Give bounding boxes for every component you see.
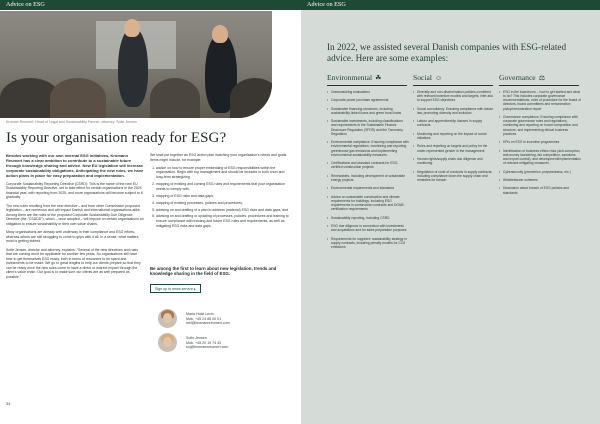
list-item: • Cybersecurity (prevention, preparedness, etc.) — [499, 170, 585, 174]
article-paragraph: Corporate Sustainability Reporting Directive (CSRD): This is the name of the new EU Sustainability Reporting Directive, set to take effect for certain organisations in the 2024 financial year, with reporting from 2025, and more organisations will become subject to it gradually. — [6, 181, 143, 200]
pillar-divider — [327, 85, 407, 86]
list-item: • Identification of business ethics risks (anti-corruption, anti-money laundering, fair competition, sanctions and export control), and development/implementation of relevant mitigating measures — [499, 149, 585, 166]
pillar-environmental — [327, 72, 413, 254]
list-item: • Sustainable investments, including classifications and requirements in the Sustainable Finance Disclosure Regulation (SFDR) and the Taxonomy Regulation — [327, 119, 413, 136]
pillar-title: Environmental — [327, 73, 373, 82]
article-column-b — [150, 153, 290, 231]
list-item: • Environmental requirements and standards — [327, 186, 413, 190]
list-item: • Discussion about breach of ESG policies and standards — [499, 186, 585, 194]
contact-phone: Mob. +45 24 86 00 01 — [186, 316, 222, 321]
conference-photo — [0, 11, 272, 118]
right-header-bar — [301, 0, 600, 10]
signup-button[interactable]: Sign up to news service ▸ — [150, 284, 201, 293]
contact-name: Maria Holst Levin — [186, 312, 214, 316]
list-item: 3. mapping of ESG risks and data gaps, — [156, 194, 290, 199]
list-item: • Diversity and non-discrimination policies combined with relevant incentive models and targets, inter alia to support ESG objectives — [413, 90, 499, 103]
left-header-bar — [0, 0, 301, 10]
leaf-icon: ☘ — [375, 73, 382, 82]
pillar-social — [413, 72, 499, 186]
action-plan-list — [150, 166, 290, 228]
list-item: • Social consultancy. Ensuring compliance with labour law, promoting diversity and inclusion — [413, 107, 499, 115]
list-item: • ESG in the boardroom – how to get started and what to do? This includes corporate governance recommendations, roles of procedure for the board of directors, board committees and remuneration policy/remuneration report — [499, 90, 585, 111]
pillar-list — [413, 90, 499, 182]
list-item: • Environmental compliance. Ensuring compliance with environmental regulations, monitoring and reporting greenhouse gas emissions and implementing environmental sustainability measures — [327, 140, 413, 157]
avatar — [158, 333, 177, 352]
pillar-divider — [499, 85, 579, 86]
list-item: 1. advice on how to ensure proper embedding of ESG responsibilities within the organisation. Begin with top management and should be included in both short and long-term strategizing, — [156, 166, 290, 180]
contact-email[interactable]: soj@kromannreumert.com — [186, 345, 229, 350]
page-headline: Is your organisation ready for ESG? — [6, 130, 227, 146]
right-page — [301, 0, 600, 424]
page-number: 34 — [6, 401, 11, 406]
list-item: • Requirements for suppliers' sustainability strategy in supply contracts, including penalty models for CO2 emissions — [327, 237, 413, 250]
newsletter-cta — [150, 266, 290, 295]
list-item: • Human rights/supply chain due diligence and monitoring — [413, 157, 499, 165]
contact-email[interactable]: mhl@kromannreumert.com — [186, 321, 230, 326]
list-item: 2. mapping of existing and coming ESG rules and requirements that your organisation needs to comply with, — [156, 182, 290, 191]
pillar-governance — [499, 72, 585, 199]
list-item: • Advice on sustainable construction and climate requirements for buildings, including ESG requirements in construction contracts and DGNB certification requirements — [327, 195, 413, 212]
list-item: • Rules and reporting on targets and policy for the under-represented gender in the management — [413, 144, 499, 152]
list-item: • Corporate power purchase agreements — [327, 98, 413, 102]
list-item: • Governance compliance. Ensuring compliance with corporate governance rules and regulations, monitoring and reporting on board composition and structure, and implementing ethical business practices — [499, 115, 585, 136]
article-paragraph: Sofie Jensen, director and attorney, explains: "Several of the new directives and rules that are coming won't be applicable for another few years. So organisations still have time to get themselves ESG ready, both in terms of resources to be spent and investments to be made. We go to great lengths to help our clients prepare so that they can be ready once the new rules come to have a direct or indirect impact through the client's value chain. Our goal is to make sure our clients are as well prepared as possible." — [6, 247, 141, 280]
contact-card — [158, 333, 298, 353]
pillar-title: Social — [413, 73, 432, 82]
list-item: • ESG due diligence in connection with investments and acquisitions and for sales preparation purposes — [327, 224, 413, 232]
list-item: • KPIs on ESG in incentive programmes — [499, 140, 585, 144]
list-item: 5. advising on and drafting of a plan to address (material) ESG risks and data gaps, and — [156, 208, 290, 213]
list-item: • Monitoring and reporting on the impact of social initiatives — [413, 132, 499, 140]
article-paragraph: The new rules resulting from the new directive – and from other Commission proposed legislation – are numerous and will impact Danish and international organisations alike. Among them are the rules of the proposed Corporate Sustainability Due Diligence Directive (the "CSDDD"), which – once adopted – will impose on certain organisations an obligation to ensure sustainability in their own value chains. — [6, 203, 144, 226]
list-item: • Certifications and standard contracts for ESG-certified construction projects — [327, 161, 413, 169]
left-header-title: Advice on ESG — [6, 1, 45, 8]
right-header-title: Advice on ESG — [307, 1, 346, 8]
list-item: 6. advising on and drafting or updating of processes, policies, procedures and training to ensure compliance with existing and future ESG rules and requirements, as well as mitigating ESG risks and data gaps. — [156, 214, 290, 228]
list-item: • Renewables, including development of sustainable energy projects — [327, 174, 413, 182]
pillar-divider — [413, 85, 493, 86]
contact-name: Sofie Jensen — [186, 336, 207, 340]
list-item: • Whistleblower schemes — [499, 178, 585, 182]
list-item: • Greenwashing evaluations — [327, 90, 413, 94]
photo-caption: Kroman Reumert, Head of Legal and Sustainability Partner, attorney, Sofie Jensen — [6, 120, 137, 124]
avatar — [158, 309, 177, 328]
pillar-list — [327, 90, 413, 250]
article-paragraph: Many organisations are already well underway in their compliance and ESG efforts, whereas others are still struggling to come to grips with it all. In a sense, what matters most is getting started. — [6, 230, 139, 244]
scales-icon: ⚖ — [538, 73, 545, 82]
list-item: • Sustainability reporting, including CSRD — [327, 216, 413, 220]
action-plan-intro: We shall put together an ESG action plan matching your organisation's needs and goals. Items might include, for example: — [150, 153, 288, 162]
list-item: • Negotiation of code of conducts in supply contracts, including compliance down the supply chain and remedies for breach — [413, 170, 499, 183]
list-item: • Sustainable financing structures, including sustainability-linked loans and green bond loans — [327, 107, 413, 115]
pillar-title: Governance — [499, 73, 536, 82]
list-item: • Labour and apprenticeship clauses in supply contracts — [413, 119, 499, 127]
pillar-list — [499, 90, 585, 195]
article-column-a — [6, 153, 144, 283]
people-icon: ☺ — [434, 73, 443, 82]
contact-card — [158, 309, 298, 329]
list-item: 4. mapping of existing processes, policies and procedures, — [156, 201, 290, 206]
examples-title: In 2022, we assisted several Danish companies with ESG-related advice. Here are some examples: — [327, 42, 567, 63]
article-intro: Besides working with our own internal ESG initiatives, Kromann Reumert has a clear ambition to contribute to a sustainable future through knowledge sharing and advice. New EU legislation will increase corporate sustainability obligations. Anticipating the new rules, we have action plans in place for easy preparation and implementation. — [6, 153, 144, 178]
contact-phone: Mob. +45 20 19 74 43 — [186, 340, 222, 345]
cta-text: Be among the first to learn about new legislation, trends and knowledge sharing in the field of ESG. — [150, 266, 277, 277]
